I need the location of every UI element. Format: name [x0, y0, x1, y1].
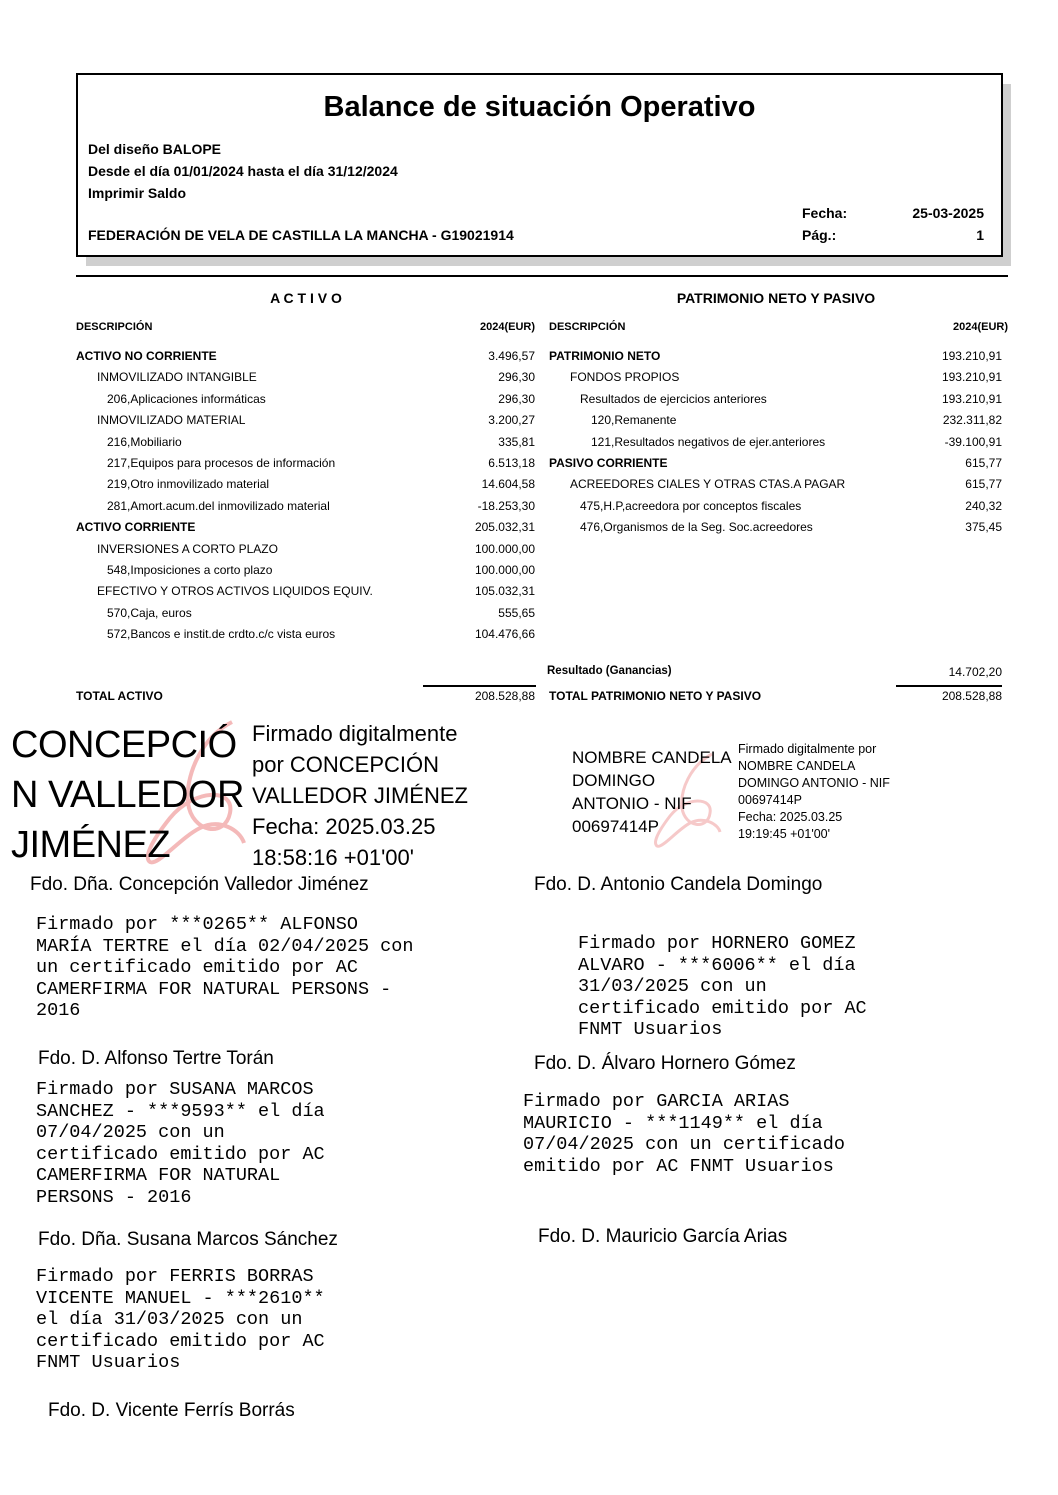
activo-row-value: 3.200,27: [488, 413, 535, 428]
signature-1-detail-line: Firmado digitalmente: [252, 721, 458, 746]
activo-row-label: 206,Aplicaciones informáticas: [107, 391, 266, 406]
activo-col-value: 2024(EUR): [479, 321, 535, 333]
pasivo-row-label: 475,H.P,acreedora por conceptos fiscales: [580, 498, 802, 513]
pasivo-row-value: -39.100,91: [944, 434, 1002, 449]
total-pasivo-label: TOTAL PATRIMONIO NETO Y PASIVO: [549, 689, 762, 703]
pasivo-row-label: Resultados de ejercicios anteriores: [580, 391, 767, 406]
activo-col-desc: DESCRIPCIÓN: [76, 321, 153, 333]
signature-1-name-line-2: N VALLEDOR: [11, 774, 244, 816]
header-box: [76, 73, 1003, 257]
signature-2-detail-line: 00697414P: [738, 793, 802, 807]
signature-4-fdo: Fdo. D. Álvaro Hornero Gómez: [534, 1053, 796, 1074]
activo-row-value: 14.604,58: [481, 477, 535, 492]
activo-row-value: 100.000,00: [474, 541, 535, 556]
pasivo-col-desc: DESCRIPCIÓN: [549, 321, 626, 333]
resultado-label: Resultado (Ganancias): [547, 665, 672, 677]
activo-row-label: ACTIVO CORRIENTE: [76, 520, 196, 535]
activo-row-value: 6.513,18: [488, 456, 535, 470]
print-option-line: Imprimir Saldo: [88, 185, 187, 201]
date-range-line: Desde el día 01/01/2024 hasta el día 31/12/2024: [88, 163, 398, 179]
total-activo-value: 208.528,88: [474, 689, 535, 703]
signature-2-fdo: Fdo. D. Antonio Candela Domingo: [534, 874, 823, 895]
signature-1-name-line-1: CONCEPCIÓ: [11, 724, 237, 766]
activo-row-label: 570,Caja, euros: [107, 605, 192, 620]
pasivo-row-label: PATRIMONIO NETO: [549, 349, 661, 363]
activo-row-label: 217,Equipos para procesos de información: [107, 456, 336, 470]
activo-row-label: INVERSIONES A CORTO PLAZO: [97, 541, 278, 556]
fecha-value: 25-03-2025: [912, 205, 984, 221]
activo-row-label: 216,Mobiliario: [107, 434, 182, 449]
activo-row-value: 100.000,00: [474, 563, 535, 577]
total-activo-label: TOTAL ACTIVO: [76, 689, 163, 703]
signature-2-name-line: DOMINGO: [572, 771, 656, 790]
signature-2-detail-line: Firmado digitalmente por: [738, 742, 877, 756]
pasivo-row-label: 476,Organismos de la Seg. Soc.acreedores: [580, 520, 813, 535]
signature-2-name-line: NOMBRE CANDELA: [572, 748, 732, 767]
pasivo-heading: PATRIMONIO NETO Y PASIVO: [676, 290, 876, 306]
activo-row-label: INMOVILIZADO MATERIAL: [97, 413, 246, 428]
signature-2-name: [572, 746, 732, 838]
pasivo-row-label: PASIVO CORRIENTE: [549, 456, 668, 470]
pasivo-row-value: 240,32: [965, 498, 1002, 513]
activo-row-label: INMOVILIZADO INTANGIBLE: [97, 370, 257, 385]
pasivo-row-value: 193.210,91: [941, 391, 1002, 406]
pasivo-total-rule: [896, 685, 1002, 687]
signature-1-detail-line: por CONCEPCIÓN: [252, 752, 440, 777]
page-title: Balance de situación Operativo: [323, 91, 756, 123]
pasivo-row-value: 375,45: [965, 520, 1002, 535]
activo-row-label: 572,Bancos e instit.de crdto.c/c vista euros: [107, 627, 336, 642]
signature-7-text: Firmado por FERRIS BORRAS VICENTE MANUEL - ***2610** el día 31/03/2025 con un certificado emitido por AC FNMT Usuarios: [36, 1266, 325, 1373]
resultado-value: 14.702,20: [948, 665, 1002, 679]
activo-row-label: ACTIVO NO CORRIENTE: [76, 349, 217, 363]
pasivo-row-value: 193.210,91: [941, 349, 1002, 363]
activo-heading: A C T I V O: [270, 290, 342, 306]
activo-row-label: 548,Imposiciones a corto plazo: [107, 563, 273, 577]
pag-value: 1: [976, 227, 984, 243]
signature-2-name-line: ANTONIO - NIF: [572, 794, 692, 813]
signature-1-detail-line: VALLEDOR JIMÉNEZ: [252, 783, 468, 808]
signature-7-fdo: Fdo. D. Vicente Ferrís Borrás: [48, 1400, 295, 1421]
pag-label: Pág.:: [802, 227, 837, 243]
total-pasivo-value: 208.528,88: [941, 689, 1002, 703]
pasivo-row-label: FONDOS PROPIOS: [570, 370, 680, 385]
pasivo-col-value: 2024(EUR): [952, 321, 1008, 333]
signature-1-detail: [252, 718, 468, 873]
design-line: Del diseño BALOPE: [88, 141, 222, 157]
signature-3-fdo: Fdo. D. Alfonso Tertre Torán: [38, 1048, 274, 1069]
entity-name: FEDERACIÓN DE VELA DE CASTILLA LA MANCHA - G19021914: [88, 227, 514, 243]
signature-4-text: Firmado por HORNERO GOMEZ ALVARO - ***6006** el día 31/03/2025 con un certificado emitido por AC FNMT Usuarios: [578, 933, 867, 1040]
signature-6-text: Firmado por GARCIA ARIAS MAURICIO - ***1149** el día 07/04/2025 con un certificado emitido por AC FNMT Usuarios: [523, 1091, 845, 1177]
activo-row-value: 104.476,66: [474, 627, 535, 642]
signature-1-detail-line: 18:58:16 +01'00': [252, 845, 414, 870]
pasivo-row-label: 121,Resultados negativos de ejer.anteriores: [591, 434, 826, 449]
pasivo-row-value: 615,77: [965, 477, 1002, 492]
pasivo-row-value: 615,77: [965, 456, 1002, 470]
signature-5-fdo: Fdo. Dña. Susana Marcos Sánchez: [38, 1229, 338, 1250]
signature-1-name-line-3: JIMÉNEZ: [11, 824, 171, 866]
activo-row-label: EFECTIVO Y OTROS ACTIVOS LIQUIDOS EQUIV.: [97, 584, 373, 599]
signature-6-fdo: Fdo. D. Mauricio García Arias: [538, 1226, 788, 1247]
pasivo-row-label: ACREEDORES CIALES Y OTRAS CTAS.A PAGAR: [570, 477, 846, 492]
signature-2-detail-line: DOMINGO ANTONIO - NIF: [738, 776, 890, 790]
pasivo-row-value: 193.210,91: [941, 370, 1002, 385]
signature-1-fdo: Fdo. Dña. Concepción Valledor Jiménez: [30, 874, 369, 895]
fecha-label: Fecha:: [802, 205, 848, 221]
signature-2-detail: [738, 741, 890, 843]
top-rule: [76, 275, 1008, 277]
pasivo-row-value: 232.311,82: [942, 413, 1002, 428]
activo-row-value: 555,65: [498, 605, 535, 620]
activo-row-value: -18.253,30: [477, 498, 535, 513]
activo-row-value: 3.496,57: [488, 349, 535, 363]
signature-5-text: Firmado por SUSANA MARCOS SANCHEZ - ***9593** el día 07/04/2025 con un certificado emitido por AC CAMERFIRMA FOR NATURAL PERSONS - 2016: [36, 1079, 325, 1208]
activo-row-value: 296,30: [498, 391, 535, 406]
signature-2-name-line: 00697414P: [572, 817, 659, 836]
signature-2-detail-line: NOMBRE CANDELA: [738, 759, 856, 773]
pasivo-row-label: 120,Remanente: [591, 413, 677, 428]
activo-row-label: 219,Otro inmovilizado material: [107, 477, 270, 492]
signature-2-detail-line: 19:19:45 +01'00': [738, 827, 831, 841]
signature-1-detail-line: Fecha: 2025.03.25: [252, 814, 436, 839]
activo-row-value: 335,81: [498, 434, 535, 449]
activo-row-label: 281,Amort.acum.del inmovilizado material: [107, 498, 330, 513]
signature-3-text: Firmado por ***0265** ALFONSO MARÍA TERTRE el día 02/04/2025 con un certificado emitido por AC CAMERFIRMA FOR NATURAL PERSONS - 2016: [36, 914, 414, 1021]
activo-row-value: 296,30: [498, 370, 535, 385]
signature-2-detail-line: Fecha: 2025.03.25: [738, 810, 843, 824]
activo-row-value: 105.032,31: [474, 584, 535, 599]
activo-total-rule: [423, 685, 536, 687]
activo-row-value: 205.032,31: [474, 520, 535, 535]
